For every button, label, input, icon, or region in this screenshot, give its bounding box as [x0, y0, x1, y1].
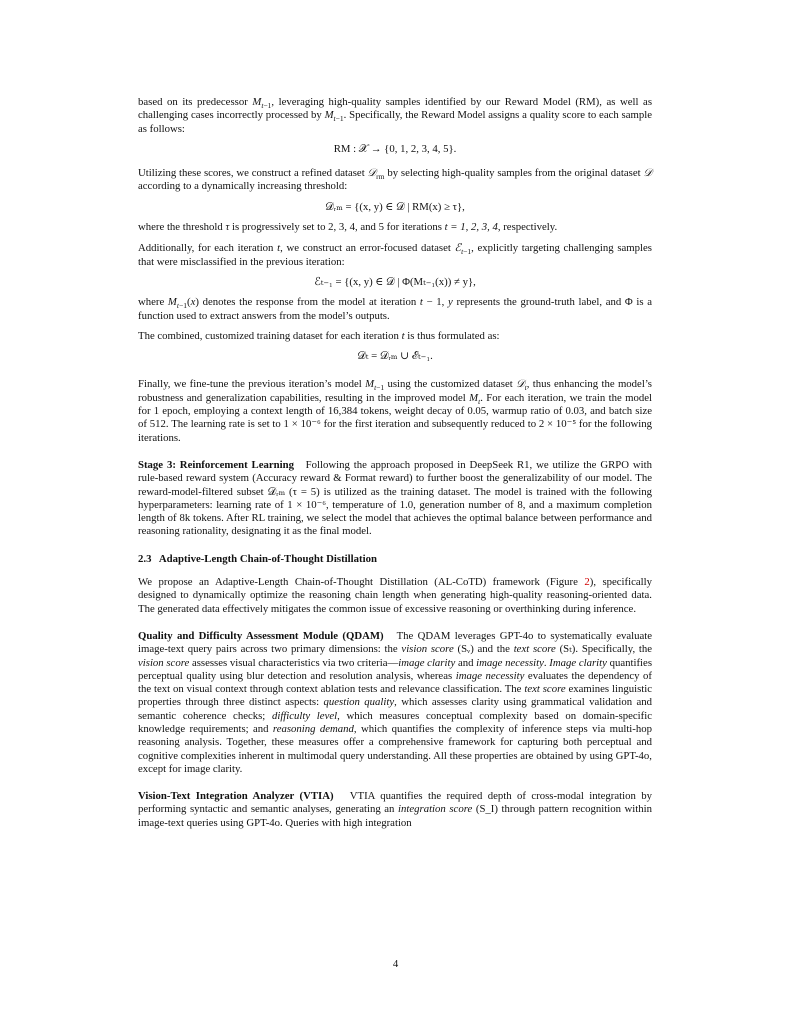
body-column: [138, 96, 652, 830]
vtia-heading: Vision-Text Integration Analyzer (VTIA): [138, 790, 334, 803]
figure-2-link[interactable]: 2: [584, 576, 590, 589]
paragraph-2: Utilizing these scores, we construct a refined dataset 𝒟$_{rm}$ by selecting high-quality samples from the original dataset 𝒟 according to a dynamically increasing threshold:: [138, 166, 653, 193]
paragraph-3: where the threshold τ is progressively set to 2, 3, 4, and 5 for iterations t = 1, 2, 3, 4, respectively.: [138, 221, 558, 234]
vtia-paragraph: Vision-Text Integration Analyzer (VTIA) VTIA quantifies the required depth of cross-modal integration by performing syntactic and semantic analyses, generating an integration score (S_I) through pattern recognition within image-text queries using GPT-4o. Queries with high integration: [138, 790, 653, 829]
paragraph-4: Additionally, for each iteration t, we construct an error-focused dataset ℰ$_{t-1}$, explicitly targeting challenging samples that were misclassified in the previous iteration:: [138, 241, 652, 268]
section-heading-2-3: 2.3 Adaptive-Length Chain-of-Thought Distillation: [138, 552, 377, 565]
paragraph-5: where $M_{t-1}(x)$ denotes the response from the model at iteration t − 1, y represents the ground-truth label, and Φ is a function used to extract answers from the model’s outputs.: [138, 296, 652, 322]
equation-rm: RM : 𝒳 → {0, 1, 2, 3, 4, 5}.: [333, 142, 457, 155]
paragraph-alcotd: We propose an Adaptive-Length Chain-of-Thought Distillation (AL-CoTD) framework (Figure 2), specifically designed to dynamically optimize the reasoning chain length when generating high-quality reasoning-oriented data. The generated data effectively mitigates the common issue of excessive reasoning or overthinking during inference.: [138, 576, 652, 615]
paragraph-1: based on its predecessor $M_{t-1}$, leveraging high-quality samples identified by our Reward Model (RM), as well as challenging cases incorrectly processed by $M_{t-1}$. Specifically, the Reward Model assigns a quality score to each sample as follows:: [138, 96, 653, 135]
equation-error-set: ℰₜ₋₁ = {(x, y) ∈ 𝒟 | Φ(Mₜ₋₁(x)) ≠ y},: [314, 275, 476, 288]
qdam-heading: Quality and Difficulty Assessment Module (QDAM): [138, 629, 384, 642]
stage3-heading: Stage 3: Reinforcement Learning: [138, 458, 294, 471]
stage3-paragraph: Stage 3: Reinforcement Learning Following the approach proposed in DeepSeek R1, we utilize the GRPO with rule-based reward system (Accuracy reward & Format reward) to further boost the generalizability of our model. The reward-model-filtered subset 𝒟ᵣₘ (τ = 5) is utilized as the training dataset. The model is trained with the following hyperparameters: learning rate of 1 × 10⁻⁶, temperature of 1.0, generation number of 8, and a maximum completion length of 8k tokens. After RL training, we select the model that achieves the optimal balance between performance and reasoning rationality, designating it as the final model.: [138, 458, 652, 538]
paragraph-7: Finally, we fine-tune the previous iteration’s model $M_{t-1}$ using the customized dataset 𝒟$_t$, thus enhancing the model’s robustness and generalization capabilities, resulting in the improved model $M_t$. For each iteration, we train the model for 1 epoch, employing a context length of 16,384 tokens, weight decay of 0.05, warmup ratio of 0.03, and batch size of 512. The learning rate is set to 1 × 10⁻⁶ for the first iteration and subsequently reduced to 2 × 10⁻⁵ for the following iterations.: [138, 377, 652, 444]
equation-drm: 𝒟ᵣₘ = {(x, y) ∈ 𝒟 | RM(x) ≥ τ},: [325, 200, 465, 213]
qdam-paragraph: Quality and Difficulty Assessment Module (QDAM) The QDAM leverages GPT-4o to systematically evaluate image-text query pairs across two primary dimensions: the vision score (Sᵥ) and the text score (Sₜ). Specifically, the vision score assesses visual characteristics via two criteria—image clarity and image necessity. Image clarity quantifies perceptual quality using blur detection and resolution analysis, whereas image necessity evaluates the dependency of the text on visual context through context ablation tests and relevance classification. The text score examines linguistic properties through three distinct aspects: question quality, which assesses clarity using grammatical validation and semantic coherence checks; difficulty level, which measures conceptual complexity based on domain-specific knowledge requirements; and reasoning demand, which quantifies the complexity of inference steps via multi-hop reasoning analysis. Together, these measures offer a comprehensive framework for capturing both perceptual and cognitive complexities inherent in multimodal query understanding. All these properties are obtained by using GPT-4o, except for image clarity.: [138, 629, 653, 775]
page-number: 4: [392, 958, 399, 970]
paragraph-6: The combined, customized training dataset for each iteration t is thus formulated as:: [138, 329, 500, 342]
equation-dt: 𝒟ₜ = 𝒟ᵣₘ ∪ ℰₜ₋₁.: [357, 350, 433, 363]
